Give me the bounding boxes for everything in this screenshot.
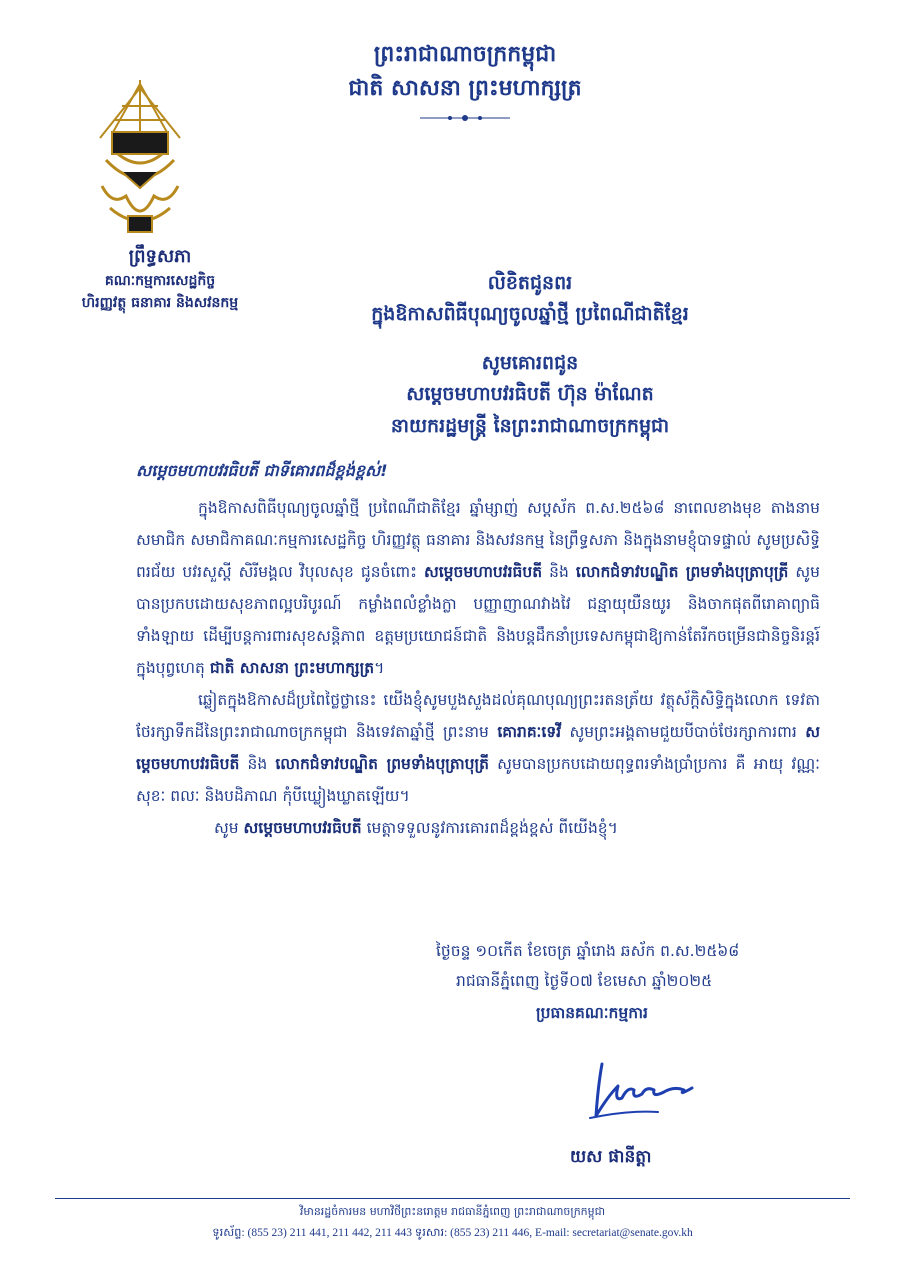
national-motto: ជាតិ សាសនា ព្រះមហាក្សត្រ <box>348 76 582 101</box>
body-text: សូមបានប្រកបដោយពុទ្ធពរទាំងប្រាំប្រការ គឺ អាយុ វណ្ណៈ សុខៈ ពលៈ និងបដិភាណ កុំបីឃ្លៀងឃ្លាតឡើយ។ <box>136 755 820 805</box>
lunar-date: ថ្ងៃចន្ទ ១០កើត ខែចេត្រ ឆ្នាំរោង ឆស័ក ព.ស.២៥៦៨ <box>436 942 740 960</box>
body-text: ។ <box>374 659 385 677</box>
addressee-title: នាយករដ្ឋមន្ត្រី នៃព្រះរាជាណាចក្រកម្ពុជា <box>390 415 670 437</box>
body-closing <box>136 812 820 844</box>
body-text: សូមព្រះអង្គតាមជួយបីបាច់ថែរក្សាការពារ <box>569 723 797 741</box>
body-emphasis: លោកជំទាវបណ្ឌិត ព្រមទាំងបុត្រាបុត្រី <box>275 755 489 773</box>
commission-line-2: ហិរញ្ញវត្ថុ ធនាគារ និងសវនកម្ម <box>81 295 239 311</box>
commission-line-1: គណៈកម្មការសេដ្ឋកិច្ច <box>104 273 216 289</box>
footer-address: វិមានរដ្ឋចំការមន មហាវិថីព្រះនរោត្តម រាជធានីភ្នំពេញ ព្រះរាជាណាចក្រកម្ពុជា <box>299 1205 606 1218</box>
body-emphasis: គោរាគៈទេវី <box>497 723 562 741</box>
body-text: និង <box>247 755 268 773</box>
kingdom-name: ព្រះរាជាណាចក្រកម្ពុជា <box>373 42 557 67</box>
body-text: សូម <box>214 819 239 837</box>
letter-title-block <box>180 268 880 442</box>
body-emphasis: លោកជំទាវបណ្ឌិត ព្រមទាំងបុត្រាបុត្រី <box>575 563 789 581</box>
body-emphasis: សម្តេចមហាបវរធិបតី <box>136 723 821 773</box>
addressee-name: សម្តេចមហាបវរធិបតី ហ៊ុន ម៉ាណែត <box>406 383 654 405</box>
date-block <box>436 936 836 1028</box>
signer-name: យស ផានីត្តា <box>570 1147 652 1167</box>
salutation: សម្តេចមហាបវរធិបតី ជាទីគោរពដ៏ខ្ពង់ខ្ពស់! <box>136 461 388 480</box>
letter-body <box>136 492 820 844</box>
body-emphasis: សម្តេចមហាបវរធិបតី <box>424 563 543 581</box>
letter-subtitle: ក្នុងឱកាសពិធីបុណ្យចូលឆ្នាំថ្មី ប្រពៃណីជាតិខ្មែរ <box>371 303 689 325</box>
kingdom-header <box>300 38 630 128</box>
addressee-intro: សូមគោរពជូន <box>481 352 579 374</box>
handwritten-signature-icon <box>588 1056 708 1126</box>
body-text: ក្នុងឱកាសពិធីបុណ្យចូលឆ្នាំថ្មី ប្រពៃណីជាតិខ្មែរ ឆ្នាំម្សាញ់ សប្តស័ក ព.ស.២៥៦៨ នាពេលខាងមុខ តាងនាម សមាជិក សមាជិកាគណៈកម្មការសេដ្ឋកិច្ច ហិរញ្ញវត្ថុ ធនាគារ និងសវនកម្ម នៃព្រឹទ្ធសភា និងក្នុងនាមខ្ញុំបាទផ្ទាល់ សូមប្រសិទ្ធិពរជ័យ បវរសួស្តី សិរីមង្គល វិបុលសុខ ជូនចំពោះ <box>136 499 820 581</box>
body-text: និង <box>549 563 569 581</box>
header-ornament-icon <box>420 112 510 124</box>
body-emphasis: សម្តេចមហាបវរធិបតី <box>243 819 362 837</box>
footer-divider <box>55 1198 850 1199</box>
institution-name: ព្រឹទ្ធសភា <box>128 246 192 267</box>
body-text: មេត្តាទទួលនូវការគោរពដ៏ខ្ពង់ខ្ពស់ ពីយើងខ្ញុំ។ <box>366 819 618 837</box>
solar-date: រាជធានីភ្នំពេញ ថ្ងៃទី០៧ ខែមេសា ឆ្នាំ២០២៥ <box>456 972 713 990</box>
body-text: សូមបានប្រកបដោយសុខភាពល្អបរិបូរណ៍ កម្លាំងពលំខ្លាំងក្លា បញ្ញាញាណវាងវៃ ជន្មាយុយឺនយូរ និងចាកផុតពីរោគាព្យាធិទាំងឡាយ ដើម្បីបន្តការពារសុខសន្តិភាព ឧត្តមប្រយោជន៍ជាតិ និងបន្តដឹកនាំប្រទេសកម្ពុជាឱ្យកាន់តែរីកចម្រើនជានិច្ចនិរន្តរ៍ ក្នុងបុព្វហេតុ <box>136 563 820 677</box>
body-text: ឆ្លៀតក្នុងឱកាសដ៏ប្រពៃថ្លៃថ្លានេះ យើងខ្ញុំសូមបួងសួងដល់គុណបុណ្យព្រះរតនត្រ័យ វត្ថុស័ក្តិសិទ្ធិក្នុងលោក ទេវតាថែរក្សាទឹកដីនៃព្រះរាជាណាចក្រកម្ពុជា និងទេវតាឆ្នាំថ្មី ព្រះនាម <box>136 691 820 741</box>
body-emphasis: ជាតិ សាសនា ព្រះមហាក្សត្រ <box>209 659 375 677</box>
senate-emblem-icon <box>92 76 188 236</box>
body-paragraph-2 <box>136 684 820 812</box>
footer-contact: ទូរស័ព្ទ: (855 23) 211 441, 211 442, 211 443 ទូរសារ: (855 23) 211 446, E-mail: secretariat@senate.gov.kh <box>212 1227 693 1239</box>
letterhead-footer <box>55 1202 850 1244</box>
body-paragraph-1 <box>136 492 820 684</box>
signer-position: ប្រធានគណៈកម្មការ <box>536 1004 648 1022</box>
letter-title: លិខិតជូនពរ <box>487 272 573 294</box>
